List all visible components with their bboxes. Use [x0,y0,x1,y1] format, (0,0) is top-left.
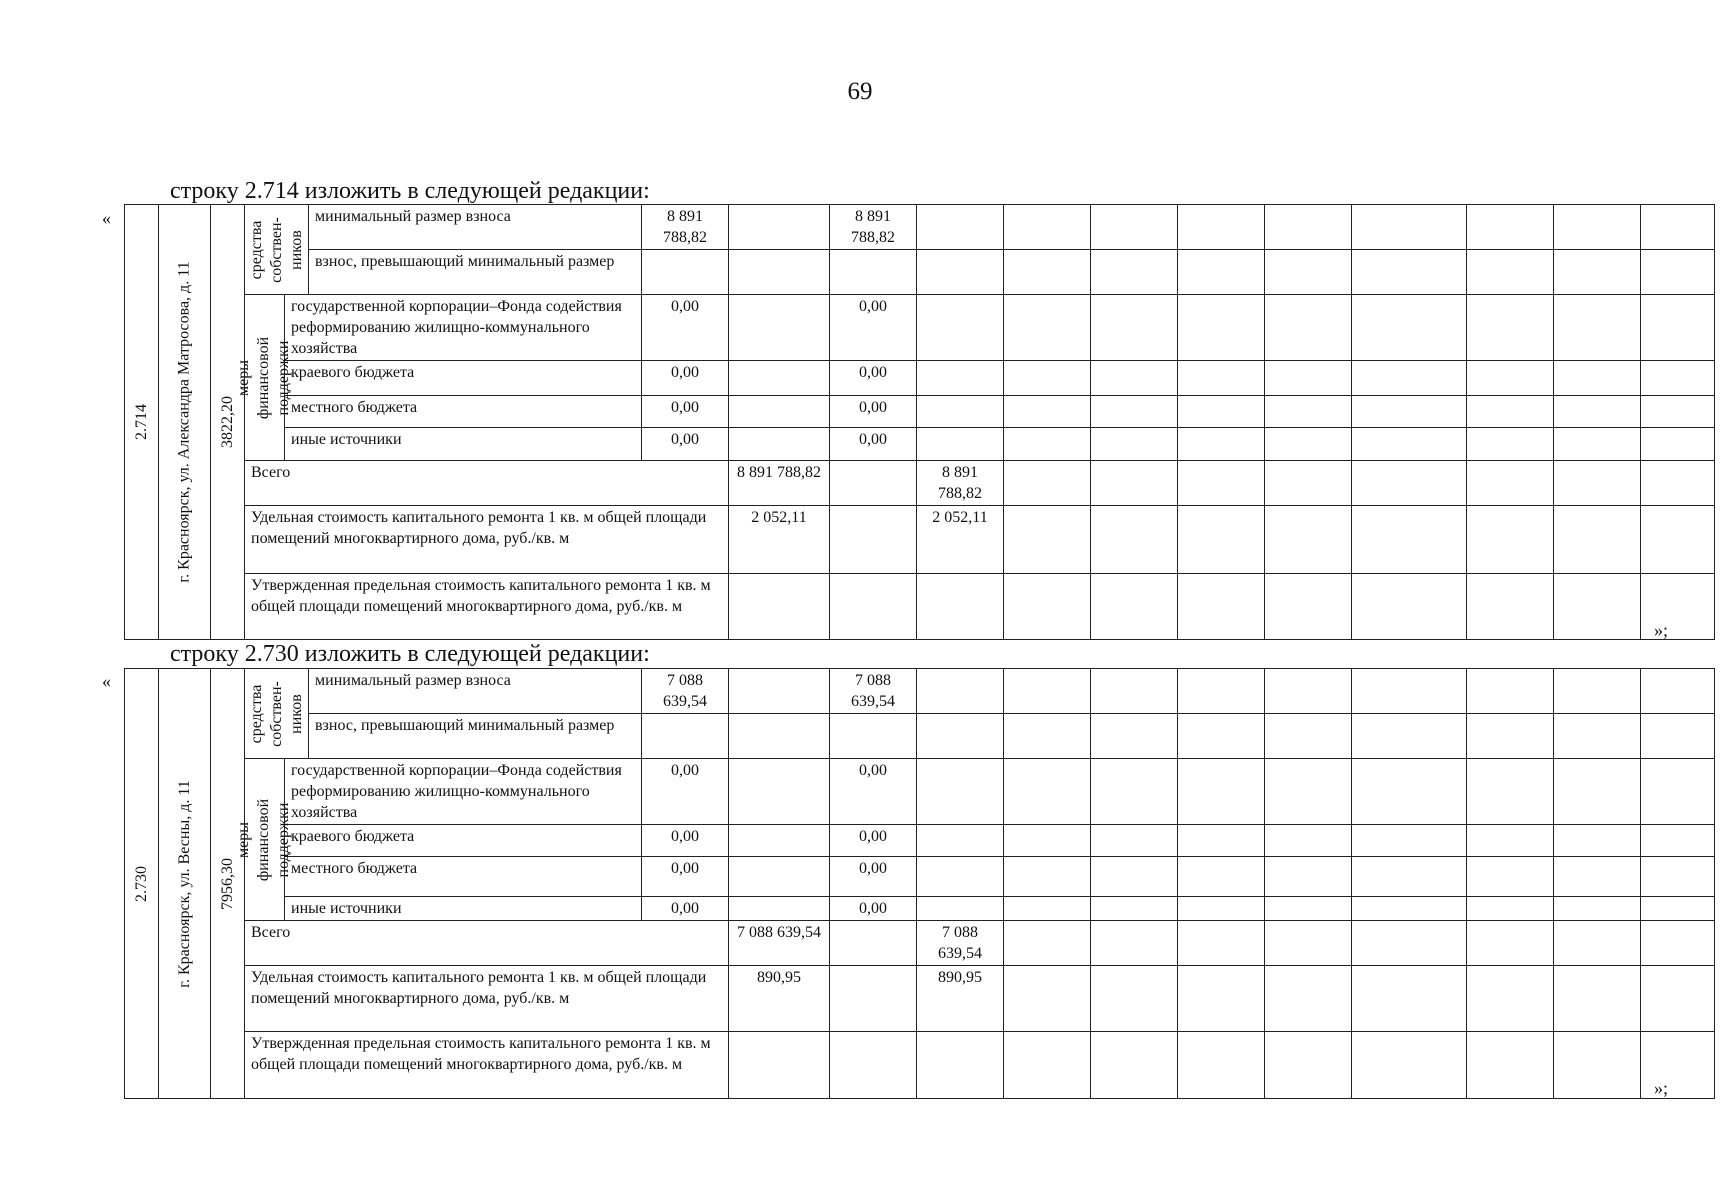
value-cell: 0,00 [642,897,729,921]
value-cell: 0,00 [642,428,729,461]
row-label: краевого бюджета [285,361,642,396]
open-quote: « [102,671,111,691]
address-cell: г. Красноярск, ул. Весны, д. 11 [159,669,211,1099]
row-number-cell: 2.730 [125,669,159,1099]
value-cell [830,714,917,759]
value-cell: 0,00 [642,396,729,428]
value-cell: 0,00 [830,857,917,897]
value-cell [830,250,917,295]
table-row [125,921,1715,966]
value-cell: 0,00 [642,825,729,857]
value-cell: 7 088 639,54 [830,669,917,714]
table-row [125,361,1715,396]
open-quote: « [102,208,111,228]
value-cell: 7 088 639,54 [917,921,1004,966]
table-row [125,461,1715,506]
block-heading: строку 2.714 изложить в следующей редакции: [170,178,650,204]
value-cell: 0,00 [830,897,917,921]
value-cell: 0,00 [830,825,917,857]
row-label: минимальный размер взноса [309,205,642,250]
row-label: Утвержденная предельная стоимость капитального ремонта 1 кв. м общей площади помещений многоквартирного дома, руб./кв. м [245,574,729,640]
row-number-cell: 2.714 [125,205,159,640]
row-label: местного бюджета [285,857,642,897]
value-cell: 8 891 788,82 [642,205,729,250]
row-label: Удельная стоимость капитального ремонта 1 кв. м общей площади помещений многоквартирного дома, руб./кв. м [245,966,729,1032]
page-number: 69 [847,78,873,105]
row-label: иные источники [285,897,642,921]
row-label: взнос, превышающий минимальный размер [309,714,642,759]
value-cell: 0,00 [830,361,917,396]
value-cell [729,574,830,640]
table-row [125,714,1715,759]
value-cell: 0,00 [830,428,917,461]
value-cell: 2 052,11 [917,506,1004,574]
value-cell: 0,00 [642,295,729,361]
table-row [125,205,1715,250]
group-owners-cell: средства собствен- ников [245,669,309,759]
table-row [125,295,1715,361]
value-cell: 2 052,11 [729,506,830,574]
table-row [125,857,1715,897]
close-quote: »; [1654,1078,1669,1098]
row-label: государственной корпорации–Фонда содействия реформированию жилищно-коммунального хозяйства [285,295,642,361]
group-owners-cell: средства собствен- ников [245,205,309,295]
group-support-cell: меры финансовой поддержки [245,295,285,461]
area-cell: 7956,30 [211,669,245,1099]
value-cell [642,714,729,759]
table-row [125,250,1715,295]
value-cell: 890,95 [917,966,1004,1032]
table-row [125,669,1715,714]
row-label: Всего [245,461,729,506]
group-support-cell: меры финансовой поддержки [245,759,285,921]
table-row [125,825,1715,857]
value-cell: 8 891 788,82 [729,461,830,506]
close-quote: »; [1654,620,1669,640]
row-label: Удельная стоимость капитального ремонта 1 кв. м общей площади помещений многоквартирного дома, руб./кв. м [245,506,729,574]
table-row [125,1032,1715,1099]
value-cell [642,250,729,295]
table-row [125,574,1715,640]
value-cell: 0,00 [642,857,729,897]
value-cell [729,1032,830,1099]
table-row [125,396,1715,428]
amendment-table [124,668,1715,1099]
amendment-table [124,204,1715,640]
value-cell: 0,00 [642,759,729,825]
table-row [125,428,1715,461]
table-row [125,897,1715,921]
table-row [125,506,1715,574]
value-cell: 8 891 788,82 [830,205,917,250]
area-cell: 3822,20 [211,205,245,640]
value-cell: 8 891 788,82 [917,461,1004,506]
row-label: иные источники [285,428,642,461]
value-cell [917,1032,1004,1099]
value-cell: 0,00 [830,295,917,361]
row-label: государственной корпорации–Фонда содействия реформированию жилищно-коммунального хозяйства [285,759,642,825]
block-heading: строку 2.730 изложить в следующей редакции: [170,641,650,667]
row-label: Утвержденная предельная стоимость капитального ремонта 1 кв. м общей площади помещений многоквартирного дома, руб./кв. м [245,1032,729,1099]
value-cell: 7 088 639,54 [729,921,830,966]
row-label: краевого бюджета [285,825,642,857]
value-cell: 0,00 [642,361,729,396]
row-label: минимальный размер взноса [309,669,642,714]
value-cell: 0,00 [830,396,917,428]
value-cell [917,574,1004,640]
table-row [125,759,1715,825]
table-row [125,966,1715,1032]
address-cell: г. Красноярск, ул. Александра Матросова, д. 11 [159,205,211,640]
value-cell: 0,00 [830,759,917,825]
row-label: местного бюджета [285,396,642,428]
value-cell: 890,95 [729,966,830,1032]
value-cell: 7 088 639,54 [642,669,729,714]
row-label: взнос, превышающий минимальный размер [309,250,642,295]
row-label: Всего [245,921,729,966]
